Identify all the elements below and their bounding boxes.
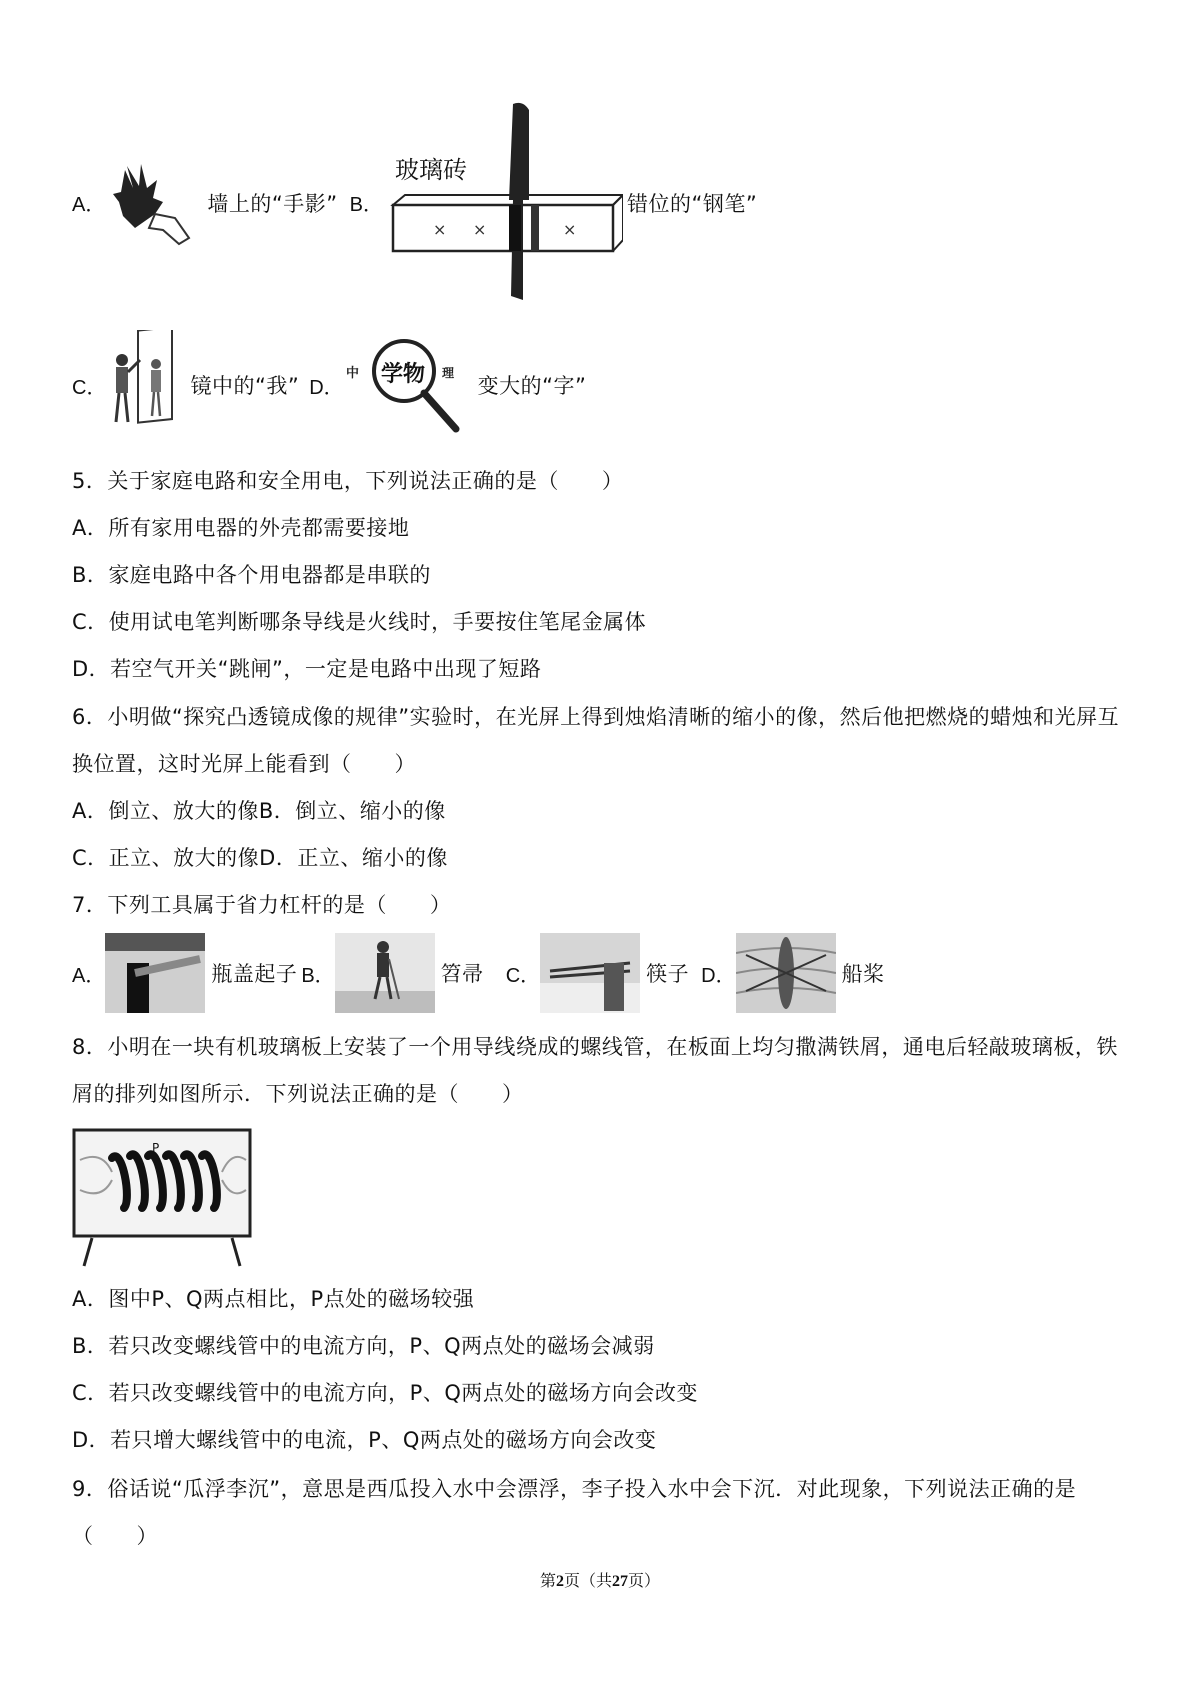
q7-option-d-text: 船桨 [841,962,885,986]
q9-stem: 9．俗话说“瓜浮李沉”，意思是西瓜投入水中会漂浮，李子投入水中会下沉．对此现象，下列说法正确的是（ ） [72,1477,1077,1548]
footer-pre: 第 [539,1571,556,1590]
q4-option-a-text: 墙上的“手影” [207,191,338,216]
magnifier-figure [344,333,474,438]
q4-options-row-ab [72,100,757,305]
question-5 [72,458,1132,693]
question-9 [72,1466,1132,1560]
svg-text:×: × [432,220,447,239]
q8-stem: 8．小明在一块有机玻璃板上安装了一个用导线绕成的螺线管，在板面上均匀撒满铁屑，通电后轻敲玻璃板，铁屑的排列如图所示．下列说法正确的是（ ） [72,1035,1118,1106]
glass-brick-label: 玻璃砖 [394,156,467,184]
magnifier-char-left: 中 [345,365,359,381]
q5-option-c: C．使用试电笔判断哪条导线是火线时，手要按住笔尾金属体 [72,610,647,634]
q8-option-b: B．若只改变螺线管中的电流方向，P、Q两点处的磁场会减弱 [72,1334,655,1358]
q7-option-a-label: A． [72,964,106,987]
q7-options-row [72,932,885,1014]
q6-options-row1: A．倒立、放大的像B．倒立、缩小的像 [72,799,446,823]
q4-option-b-text: 错位的“钢笔” [626,191,758,216]
rowing-oar-figure [736,933,836,1013]
question-8 [72,1024,1132,1118]
q6-stem: 6．小明做“探究凸透镜成像的规律”实验时，在光屏上得到烛焰清晰的缩小的像，然后他把燃烧的蜡烛和光屏互换位置，这时光屏上能看到（ ） [72,705,1120,776]
q7-stem: 7．下列工具属于省力杠杆的是（ ） [72,893,452,917]
mirror-boy-figure [106,330,186,440]
q8-option-d: D．若只增大螺线管中的电流，P、Q两点处的磁场方向会改变 [72,1428,657,1452]
q5-option-a: A．所有家用电器的外壳都需要接地 [72,516,410,540]
q7-option-b-text: 笤帚 [440,962,484,986]
q5-stem: 5．关于家庭电路和安全用电，下列说法正确的是（ ） [72,469,624,493]
q5-option-d: D．若空气开关“跳闸”，一定是电路中出现了短路 [72,657,542,681]
q4-option-c-text: 镜中的“我” [190,374,300,398]
footer-mid: 页（共 [563,1571,612,1590]
solenoid-point-p-label: P [152,1141,160,1155]
magnifier-char-right: 理 [441,365,454,380]
q4-option-d-label: D． [309,376,344,399]
solenoid-iron-filings-figure [72,1120,252,1270]
q4-option-d-text: 变大的“字” [477,374,587,398]
page-footer [0,1568,1200,1591]
svg-text:×: × [472,220,487,239]
footer-page-number: 2 [555,1573,564,1590]
q7-option-a-text: 瓶盖起子 [211,962,298,986]
question-7 [72,882,1132,929]
q5-option-b: B．家庭电路中各个用电器都是串联的 [72,563,431,587]
q8-options [72,1276,1132,1464]
q4-options-row-cd [72,330,586,440]
q6-options-row2: C．正立、放大的像D．正立、缩小的像 [72,846,448,870]
hand-shadow-figure [105,158,201,248]
q4-option-a-label: A． [72,194,106,216]
q4-option-b-label: B． [349,194,383,216]
q7-option-c-text: 筷子 [646,962,690,986]
svg-text:×: × [562,220,577,239]
bottle-opener-figure [105,933,205,1013]
q8-option-c: C．若只改变螺线管中的电流方向，P、Q两点处的磁场方向会改变 [72,1381,698,1405]
q8-option-a: A．图中P、Q两点相比，P点处的磁场较强 [72,1287,475,1311]
q7-option-b-label: B． [301,964,335,987]
broom-figure [335,933,435,1013]
q7-option-d-label: D． [701,964,736,987]
q4-option-c-label: C． [72,376,107,399]
footer-post: 页） [628,1571,661,1590]
question-6 [72,694,1132,882]
glass-brick-pen-figure [383,100,623,305]
chopsticks-figure [540,933,640,1013]
footer-total-pages: 27 [612,1573,628,1590]
magnifier-char-center: 学物 [380,361,425,387]
q7-option-c-label: C． [505,964,541,987]
